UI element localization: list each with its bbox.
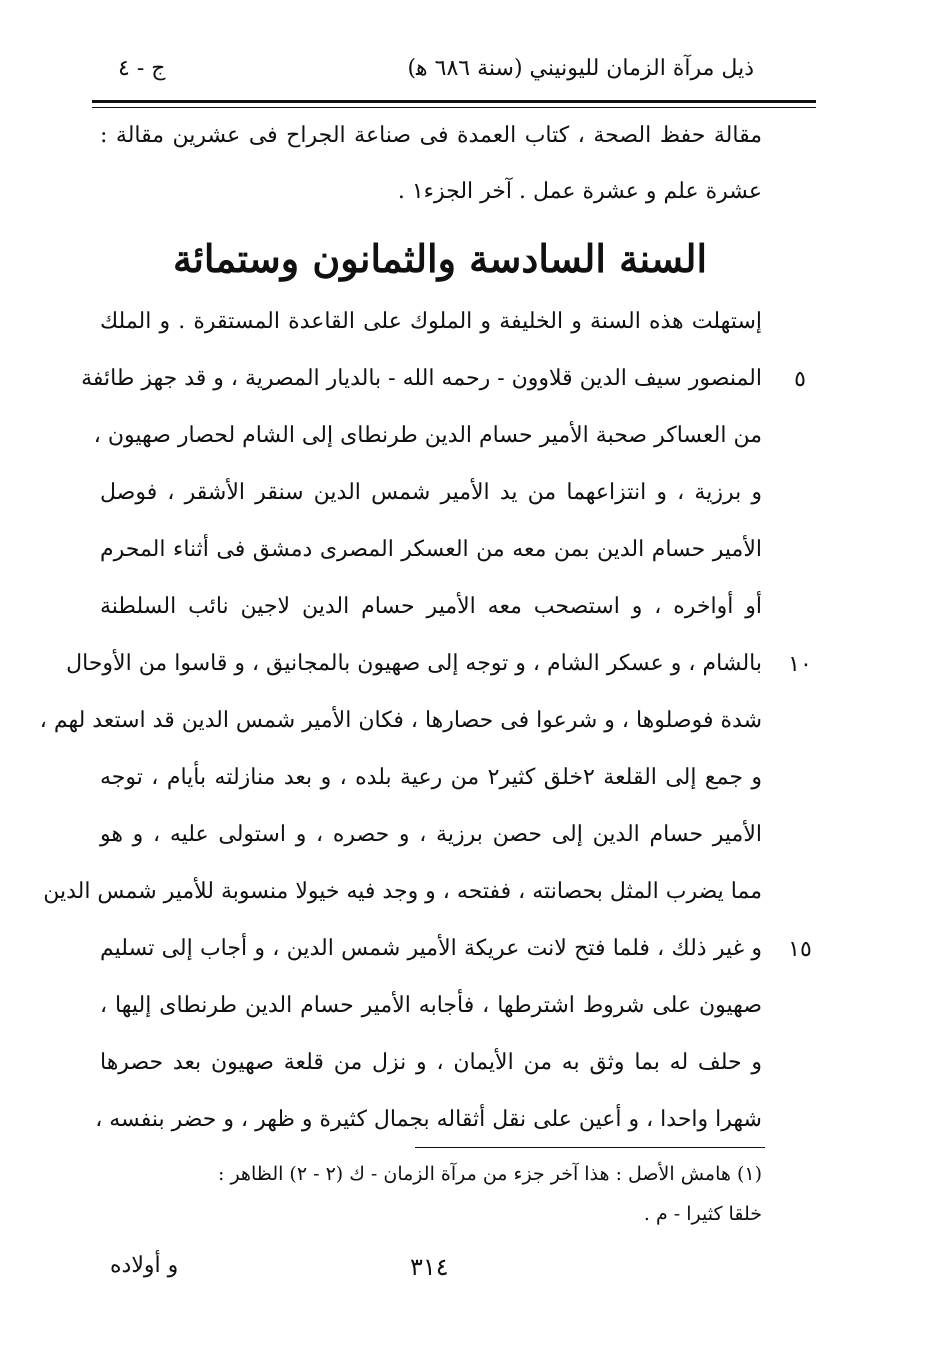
catchword: و أولاده <box>110 1253 179 1278</box>
intro-line-1: مقالة حفظ الصحة ، كتاب العمدة فى صناعة الجراح فى عشرين مقالة : <box>100 123 762 148</box>
footnote-1: (١) هامش الأصل : هذا آخر جزء من مرآة الزمان - ك (٢ - ٢) الظاهر : <box>218 1163 762 1185</box>
body-line-2: المنصور سيف الدين قلاوون - رحمه الله - بالديار المصرية ، و قد جهز طائفة <box>81 366 762 391</box>
body-line-4: و برزية ، و انتزاعهما من يد الأمير شمس الدين سنقر الأشقر ، فوصل <box>100 480 762 505</box>
body-line-7: بالشام ، و عسكر الشام ، و توجه إلى صهيون بالمجانيق ، و قاسوا من الأوحال <box>66 651 762 676</box>
body-line-8: شدة فوصلوها ، و شرعوا فى حصارها ، فكان الأمير شمس الدين قد استعد لهم ، <box>39 708 762 733</box>
body-line-3: من العساكر صحبة الأمير حسام الدين طرنطاى إلى الشام لحصار صهيون ، <box>93 423 762 448</box>
line-number-5: ٥ <box>794 367 806 392</box>
running-title: ذيل مرآة الزمان لليونيني (سنة ٦٨٦ ﻫ) <box>407 56 754 81</box>
body-line-1: إستهلت هذه السنة و الخليفة و الملوك على القاعدة المستقرة . و الملك <box>100 309 762 334</box>
body-line-9: و جمع إلى القلعة ٢خلق كثير٢ من رعية بلده ، و بعد منازلته بأيام ، توجه <box>100 765 762 790</box>
body-line-15: شهرا واحدا ، و أعين على نقل أثقاله بجمال كثيرة و ظهر ، و حضر بنفسه ، <box>95 1107 762 1132</box>
line-number-15: ١٥ <box>788 937 812 962</box>
footnote-rule <box>415 1147 765 1148</box>
body-line-13: صهيون على شروط اشترطها ، فأجابه الأمير حسام الدين طرنطاى إليها ، <box>100 993 762 1018</box>
page-number: ٣١٤ <box>410 1253 449 1281</box>
body-line-12: و غير ذلك ، فلما فتح لانت عريكة الأمير شمس الدين ، و أجاب إلى تسليم <box>100 936 762 961</box>
section-title: السنة السادسة والثمانون وستمائة <box>172 236 708 281</box>
header-rule-thin <box>92 107 816 108</box>
body-line-6: أو أواخره ، و استصحب معه الأمير حسام الدين لاجين نائب السلطنة <box>100 594 762 619</box>
body-line-10: الأمير حسام الدين إلى حصن برزية ، و حصره ، و استولى عليه ، و هو <box>100 822 762 847</box>
body-line-14: و حلف له بما وثق به من الأيمان ، و نزل من قلعة صهيون بعد حصرها <box>100 1050 762 1075</box>
header-rule-thick <box>92 100 816 103</box>
line-number-10: ١٠ <box>788 652 812 677</box>
intro-line-2: عشرة علم و عشرة عمل . آخر الجزء١ . <box>397 179 762 204</box>
footnote-1-continued: خلقا كثيرا - م . <box>643 1203 762 1225</box>
body-line-5: الأمير حسام الدين بمن معه من العسكر المصرى دمشق فى أثناء المحرم <box>100 537 762 562</box>
body-line-11: مما يضرب المثل بحصانته ، ففتحه ، و وجد فيه خيولا منسوبة للأمير شمس الدين <box>43 879 762 904</box>
volume-marker: ج - ٤ <box>118 56 166 81</box>
